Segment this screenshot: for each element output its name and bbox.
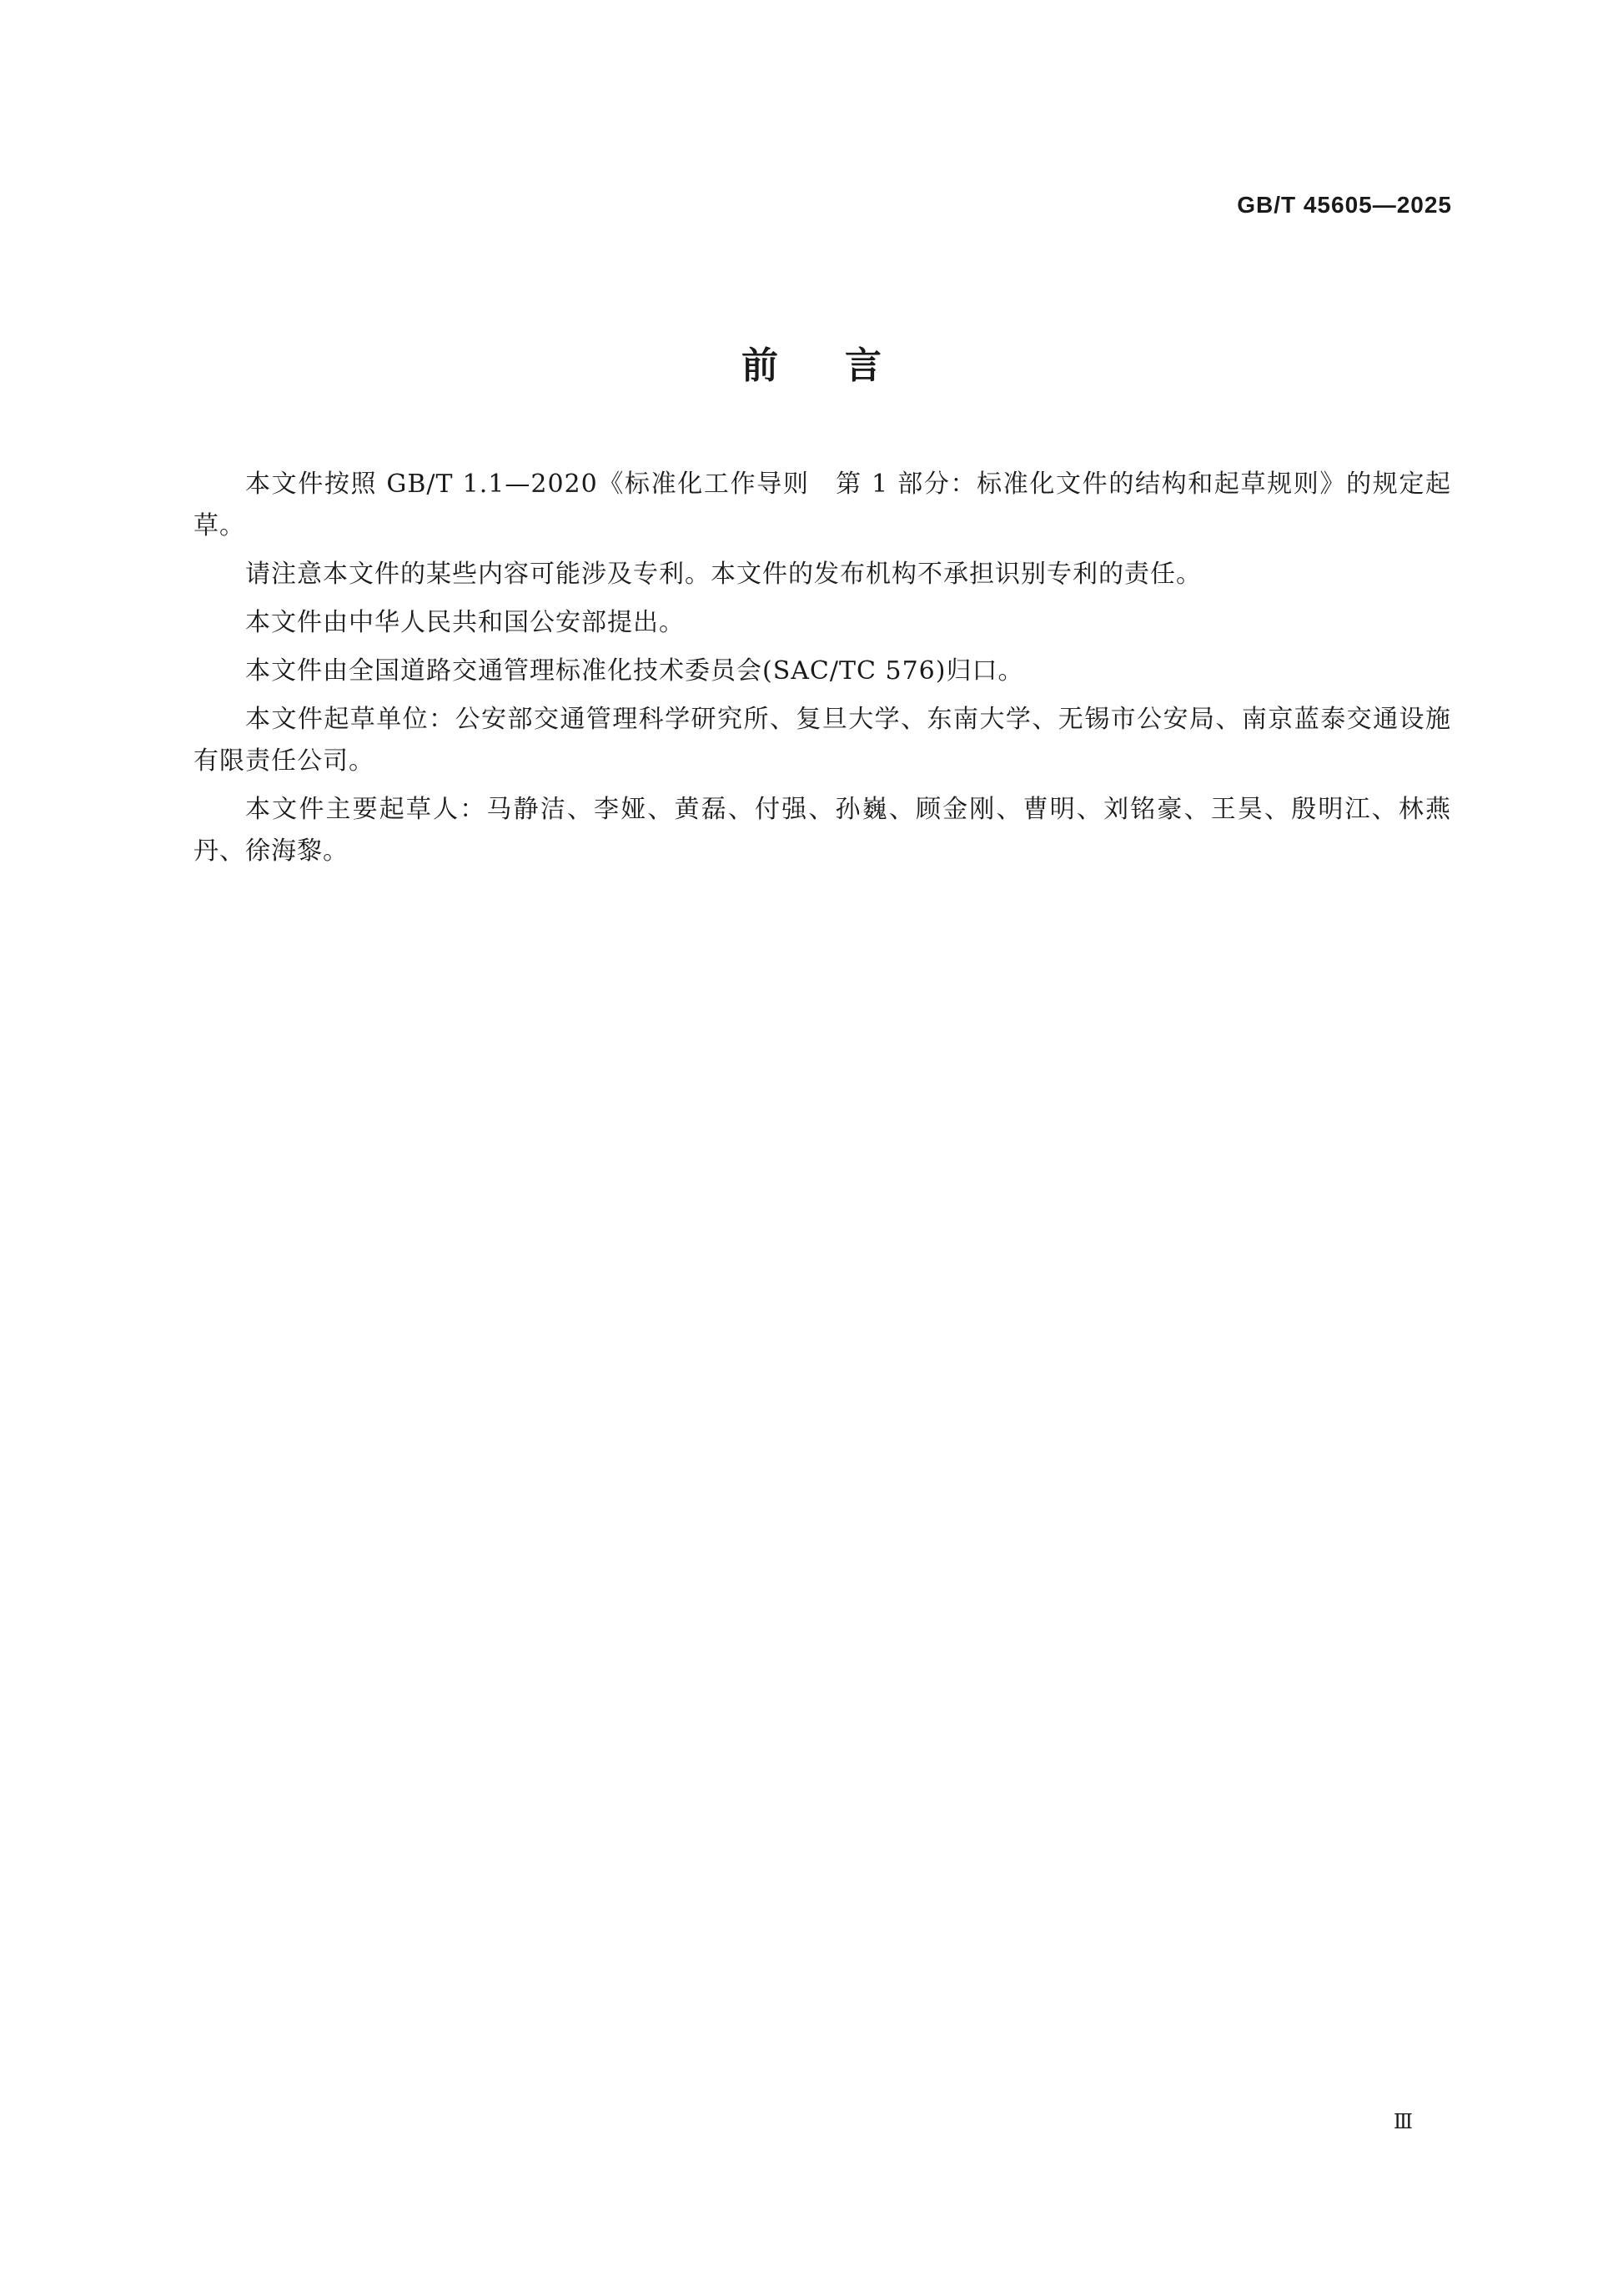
paragraph-drafters: 本文件主要起草人：马静洁、李娅、黄磊、付强、孙巍、顾金刚、曹明、刘铭豪、王昊、殷明江、林燕丹、徐海黎。 xyxy=(193,795,1451,866)
paragraph-patent-notice: 请注意本文件的某些内容可能涉及专利。本文件的发布机构不承担识别专利的责任。 xyxy=(245,560,1202,589)
page-number: Ⅲ xyxy=(1393,2110,1413,2133)
foreword-body xyxy=(193,464,1451,879)
foreword-title: 前言 xyxy=(741,344,948,387)
paragraph-drafting-units: 本文件起草单位：公安部交通管理科学研究所、复旦大学、东南大学、无锡市公安局、南京蓝泰交通设施有限责任公司。 xyxy=(193,705,1451,776)
paragraph-drafting-rules: 本文件按照 GB/T 1.1—2020《标准化工作导则 第 1 部分：标准化文件的结构和起草规则》的规定起草。 xyxy=(193,470,1451,540)
paragraph-committee: 本文件由全国道路交通管理标准化技术委员会(SAC/TC 576)归口。 xyxy=(245,656,1024,686)
paragraph-proposer: 本文件由中华人民共和国公安部提出。 xyxy=(245,608,685,637)
document-code: GB/T 45605—2025 xyxy=(1237,192,1452,218)
